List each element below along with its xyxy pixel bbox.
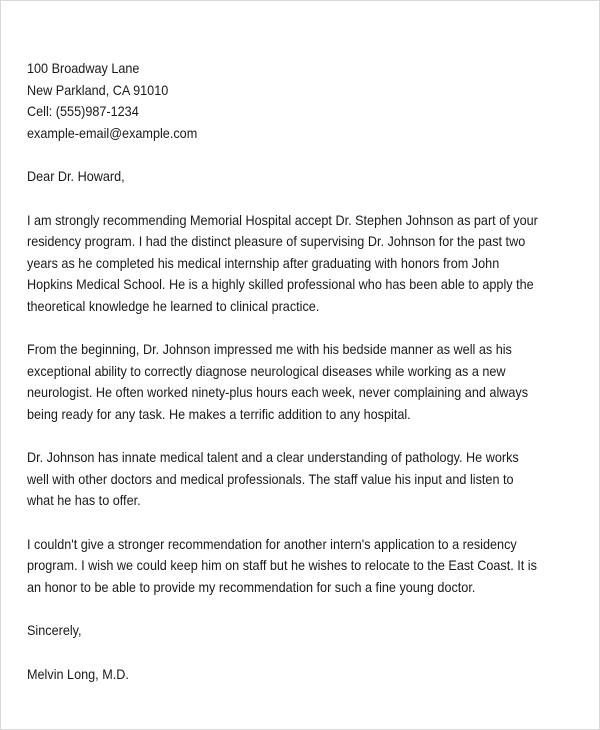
closing: Sincerely,: [27, 623, 82, 638]
sender-address: [27, 58, 579, 144]
paragraph-line: an honor to be able to provide my recommendation for such a fine young doctor.: [27, 579, 476, 595]
address-street: 100 Broadway Lane: [27, 61, 140, 76]
paragraph-line: Dr. Johnson has innate medical talent and a clear understanding of pathology. He works: [27, 450, 519, 465]
paragraph-line: exceptional ability to correctly diagnose neurological diseases while working as a new: [27, 363, 506, 379]
paragraph-1: [27, 210, 579, 318]
paragraph-4: [27, 534, 579, 599]
paragraph-line: program. I wish we could keep him on staff but he wishes to relocate to the East Coast. It is: [27, 558, 537, 573]
salutation: Dear Dr. Howard,: [27, 169, 125, 184]
address-email: example-email@example.com: [27, 125, 198, 141]
paragraph-line: being ready for any task. He makes a terrific addition to any hospital.: [27, 406, 411, 422]
paragraph-line: theoretical knowledge he learned to clinical practice.: [27, 298, 320, 314]
paragraph-line: I couldn't give a stronger recommendation for another intern's application to a residency: [27, 536, 517, 552]
paragraph-line: Hopkins Medical School. He is a highly skilled professional who has been able to apply the: [27, 277, 534, 292]
paragraph-line: neurologist. He often worked ninety-plus hours each week, never complaining and always: [27, 385, 529, 400]
paragraph-3: [27, 447, 579, 512]
address-phone: Cell: (555)987-1234: [27, 104, 139, 119]
paragraph-line: well with other doctors and medical professionals. The staff value his input and listen to: [27, 471, 514, 487]
paragraph-line: what he has to offer.: [27, 493, 141, 508]
paragraph-line: years as he completed his medical internship after graduating with honors from John: [27, 255, 500, 271]
address-city: New Parkland, CA 91010: [27, 82, 169, 98]
signature: Melvin Long, M.D.: [27, 666, 129, 682]
paragraph-line: From the beginning, Dr. Johnson impressed me with his bedside manner as well as his: [27, 342, 512, 357]
paragraph-line: I am strongly recommending Memorial Hospital accept Dr. Stephen Johnson as part of your: [27, 212, 538, 228]
paragraph-2: [27, 339, 579, 425]
paragraph-line: residency program. I had the distinct pleasure of supervising Dr. Johnson for the past two: [27, 234, 526, 249]
letter-body: [27, 58, 579, 707]
